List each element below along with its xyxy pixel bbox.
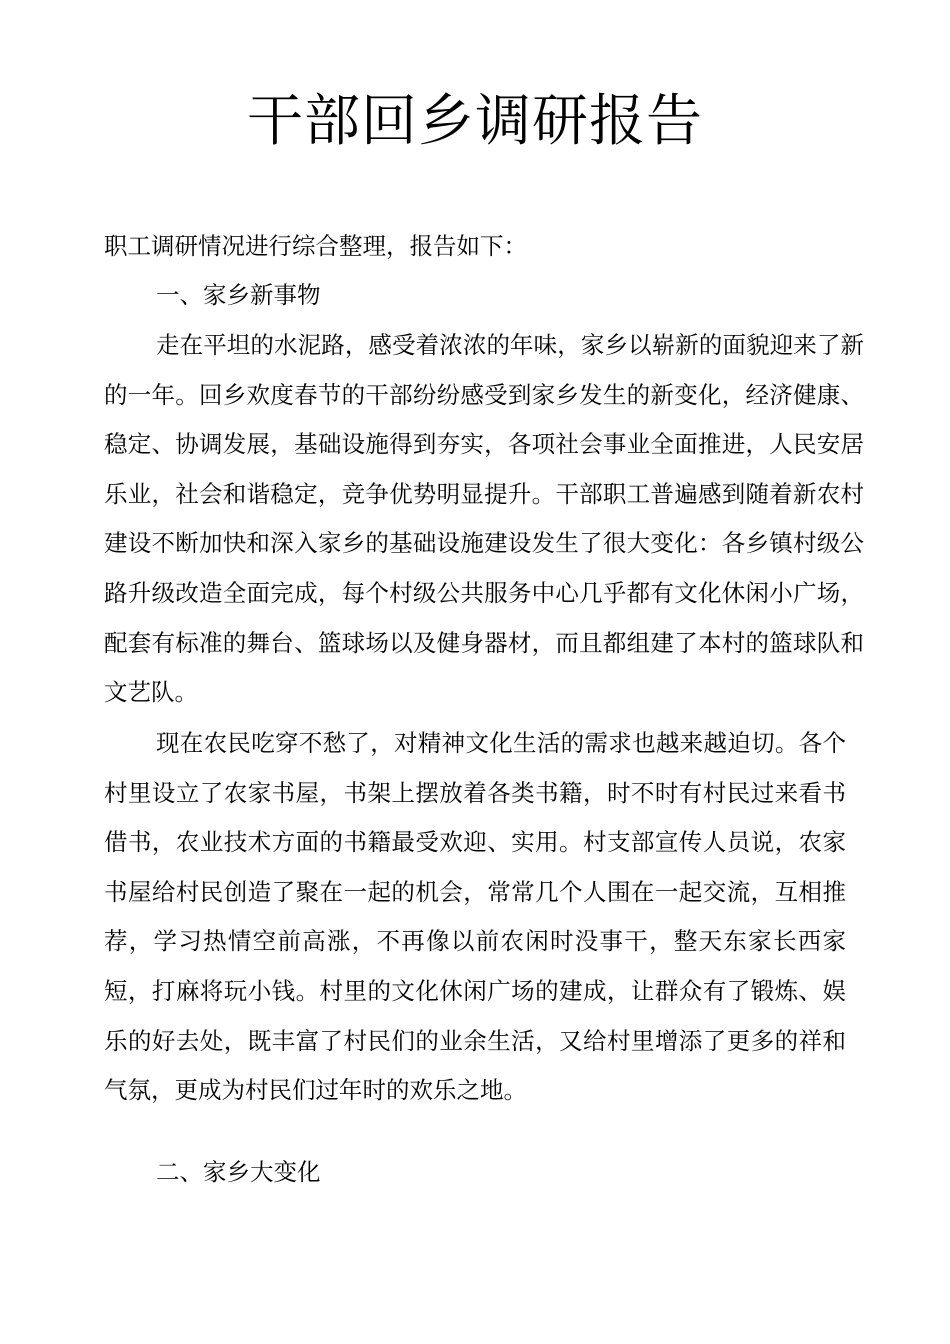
section-heading-1: 一、家乡新事物 <box>156 281 321 309</box>
paragraph-1: 走在平坦的水泥路，感受着浓浓的年味，家乡以崭新的面貌迎来了新的一年。回乡欢度春节的干部纷纷感受到家乡发生的新变化，经济健康、稳定、协调发展，基础设施得到夯实，各项社会事业全面推进，人民安居乐业，社会和谐稳定，竞争优势明显提升。干部职工普遍感到随着新农村建设不断加快和深入家乡的基础设施建设发生了很大变化：各乡镇村级公路升级改造全面完成，每个村级公共服务中心几乎都有文化休闲小广场，配套有标准的舞台、篮球场以及健身器材，而且都组建了本村的篮球队和文艺队。 <box>104 331 864 707</box>
section-heading-2: 二、家乡大变化 <box>156 1158 321 1186</box>
paragraph-2: 现在农民吃穿不愁了，对精神文化生活的需求也越来越迫切。各个村里设立了农家书屋，书架上摆放着各类书籍，时不时有村民过来看书借书，农业技术方面的书籍最受欢迎、实用。村支部宣传人员说，农家书屋给村民创造了聚在一起的机会，常常几个人围在一起交流，互相推荐，学习热情空前高涨，不再像以前农闲时没事干，整天东家长西家短，打麻将玩小钱。村里的文化休闲广场的建成，让群众有了锻炼、娱乐的好去处，既丰富了村民们的业余生活，又给村里增添了更多的祥和气氛，更成为村民们过年时的欢乐之地。 <box>104 729 846 1105</box>
document-title: 干部回乡调研报告 <box>247 89 703 154</box>
intro-text: 职工调研情况进行综合整理，报告如下： <box>104 232 527 260</box>
